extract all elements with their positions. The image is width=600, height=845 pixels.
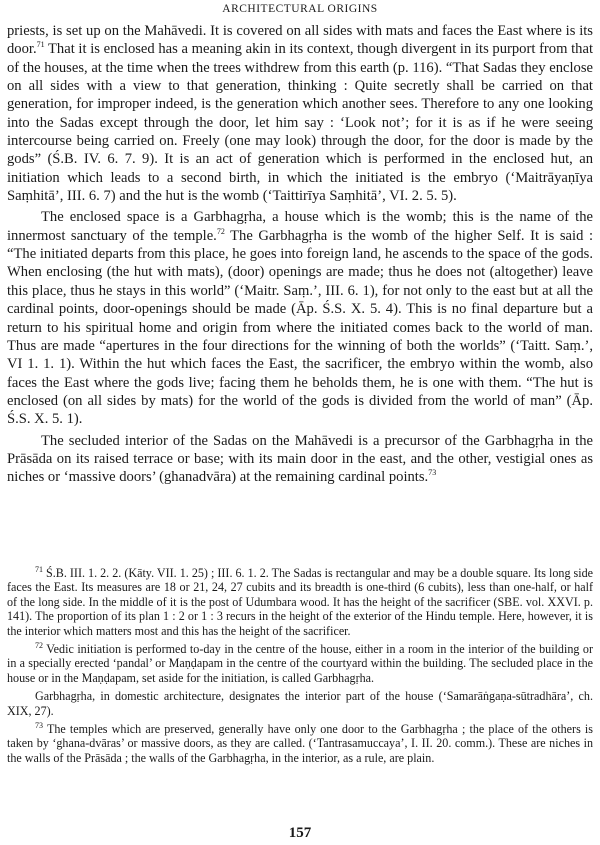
footnote-text: Vedic initiation is performed to-day in the centre of the house, either in a room in the interior of the building or in a specially erected ‘pandal’ or Maṇḍapam in the centre of the courtyard within the building. The secluded place in the house or in the Maṇḍapam, set aside for the initiation, is called Garbhagṛha. [7,642,593,685]
footnote-73 [7,722,593,765]
footnote-mark: 73 [35,721,43,731]
paragraph-text: priests, is set up on the Mahāvedi. It is covered on all sides with mats and faces the East where is its door. [7,23,593,58]
footnote-ref-72: 72 [216,226,225,236]
footnote-mark: 72 [35,641,43,650]
footnote-72-continued [7,689,593,718]
paragraph-text: That it is enclosed has a meaning akin in its context, though divergent in its purport from that of the houses, at the time when the trees withdrew from this earth (p. 116). “That Sadas they enclose on all sides with a view to that generation, thinking : Quite secretly shall be carried on that generation, for improper indeed, is the generation which another sees. Therefore to any one looking into the Sadas except through the door, let him say : ‘Look not’; for it is as if he were seeing intercourse being carried on. Freely (one may look) through the door, for the door is made by the gods” (Ś.B. IV. 6. 7. 9). It is an act of generation which is performed in the enclosed hut, an initiation which leads to a second birth, in which the initiated is the embryo (‘Maitrāyaṇīya Saṃhitā’, III. 6. 7) and the hut is the womb (‘Taittirīya Saṃhitā’, VI. 2. 5. 5). [7,41,593,205]
paragraph-text: The Garbhagṛha is the womb of the higher Self. It is said : “The initiated departs from this place, he goes into foreign land, he ascends to the space of the gods. When enclosing (the hut with mats), (door) openings are made; thus he does not (altogether) leave this place, thus he stays in this world” (‘Maitr. Saṃ.’, III. 6. 1), for not only to the east but at all the cardinal points, door-openings should be made (Āp. Ś.S. X. 5. 4). This is no final departure but a return to his spiritual home and origin from where the initiated comes back to the world of man. Thus are made “apertures in the four directions for the winning of both the worlds” (‘Taitt. Saṃ.’, VI 1. 1. 1). Within the hut which faces the East, the sacrificer, the embryo within the womb, also faces the East where the gods live; facing them he beholds them, he is one with them. “The hut is enclosed (on all sides by mats) for the world of the gods is divided from the world of man” (Āp. Ś.S. X. 5. 1). [7,227,593,428]
footnote-text: Ś.B. III. 1. 2. 2. (Kāty. VII. 1. 25) ; III. 6. 1. 2. The Sadas is rectangular and may be a double square. Its long side faces the East. Its measures are 18 or 21, 24, 27 cubits and its breadth is one-third (6 cubits), less than one-half, or half of the long side. In the middle of it is the post of Udumbara wood. It has the height of the sacrificer (SBE. vol. XXVI. p. 141). The proportion of its plan 1 : 2 or 1 : 3 recurs in the height of the exterior of the Hindu temple. Here, however, it is the interior which matters most and this has the height of the sacrificer. [7,566,593,638]
page-number: 157 [288,825,312,841]
paragraph-2 [7,208,593,428]
footnote-text: The temples which are preserved, generally have only one door to the Garbhagṛha ; the place of the others is taken by ‘ghana-dvāras’ or massive doors, as they are called. (‘Tantrasamuccaya’, I. II. 20. comm.). These are niches in the walls of the Prāsāda ; the walls of the Garbhagṛha, in the interior, as a rule, are plain. [7,722,593,765]
running-header: ARCHITECTURAL ORIGINS [222,3,378,15]
footnote-71 [7,566,593,638]
footnote-mark: 71 [35,564,43,574]
footnote-ref-73: 73 [428,468,437,478]
paragraph-1 [7,22,593,205]
paragraph-3 [7,432,593,487]
paragraph-text: The secluded interior of the Sadas on the Mahāvedi is a precursor of the Garbhagṛha in the Prāsāda on its raised terrace or base; with its main door in the east, and the other, vestigial ones as niches or ‘massive doors’ (ghanadvāra) at the remaining cardinal points. [7,432,593,486]
main-body [7,22,593,487]
footnote-text: Garbhagṛha, in domestic architecture, designates the interior part of the house (‘Samarāṅgaṇa-sūtradhāra’, ch. XIX, 27). [7,689,593,718]
footnotes-section [7,566,593,769]
paragraph-text: The enclosed space is a Garbhagṛha, a house which is the womb; this is the name of the innermost sanctuary of the temple. [7,209,593,244]
footnote-72 [7,642,593,685]
footnote-ref-71: 71 [36,40,45,50]
